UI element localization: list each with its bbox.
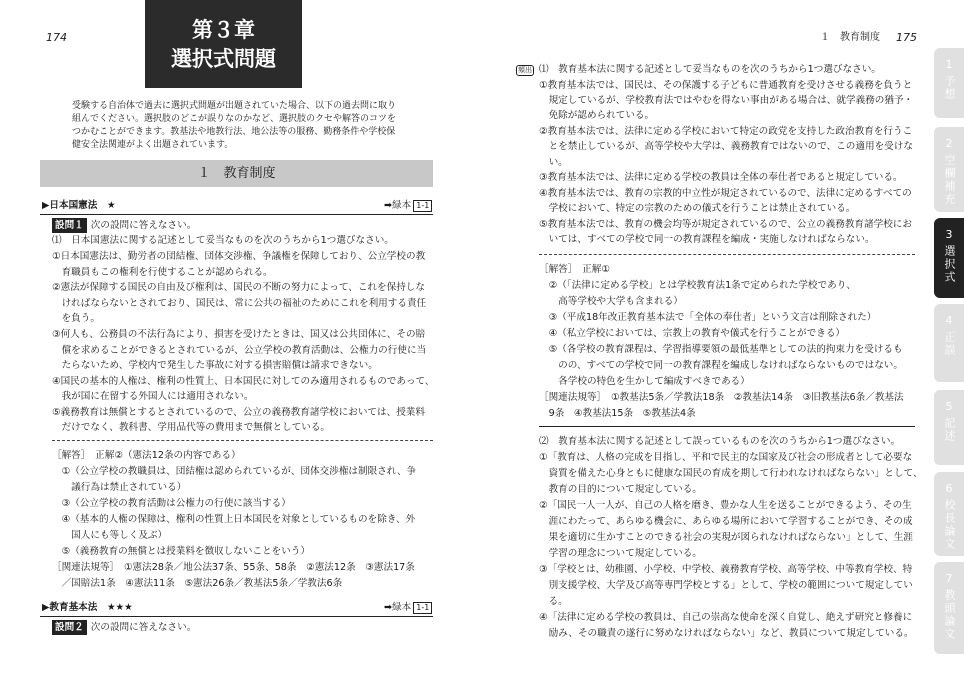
tab-label: 選択式 [943,245,956,284]
question-line: 免除が認められている。 [539,110,655,121]
side-tab-vice-principal-essay[interactable] [934,562,964,654]
page-number-left: 174 [46,31,67,44]
question-line: 教育の目的について規定している。 [539,484,702,495]
side-tab-forecast[interactable] [934,48,964,118]
answer-divider [52,440,433,441]
question-line: ②「国民一人一人が、自己の人格を磨き、豊かな人生を送ることができるよう、その生 [539,500,912,511]
question-line: ③「学校とは、幼稚園、小学校、中学校、義務教育学校、高等学校、中等教育学校、特 [539,564,913,575]
question-line: ③教育基本法では、法律に定める学校の教員は全体の奉仕者であると規定している。 [539,172,903,183]
reference-link[interactable] [384,600,432,615]
question-line: 励み、その職責の遂行に努めなければならない」など、教員について規定している。 [539,628,914,639]
question-line: ⑵ 教育基本法に関する記述として誤っているものを次のうちから1つ選びなさい。 [539,436,901,447]
side-tab-fill-blank[interactable] [934,127,964,212]
question-line: い。 [539,157,568,168]
answer-line: ③（公立学校の教育活動は公権力の行使に該当する） [52,498,291,509]
tab-label: 予想 [943,75,956,101]
answer-line: のの、すべての学校で同一の教育課程を編成しなければならないものではない。 [539,360,903,371]
question-line: 涯にわたって、あらゆる機会に、あらゆる場所において学習することができ、その成 [539,516,913,527]
question-line: だけでなく、教科書、学用品代等の費用まで無償としている。 [52,422,331,433]
tab-number: 6 [945,482,953,495]
answer-line: ④（基本的人権の保障は、権利の性質上日本国民を対象としているものを除き、外 [52,514,416,525]
intro-line: 組んでください。選択肢のどこが誤りなのかなど、選択肢のクセや解答のコツを [72,114,397,124]
question-line: ①教育基本法では、国民は、その保護する子どもに普通教育を受けさせる義務を負うと [539,80,913,91]
section-title-bar: １ 教育制度 [40,160,433,187]
question-instruction: 次の設問に答えなさい。 [90,220,197,231]
question-instruction: 次の設問に答えなさい。 [90,622,197,633]
question-1-header [52,218,196,233]
answer-line: ［解答］ 正解②（憲法12条の内容である） [52,450,241,461]
answer-line: 国人にも等しく及ぶ） [52,530,168,541]
answer-line: ①（公立学校の教職員は、団結権は認められているが、団体交渉権は制限され、争 [52,466,417,477]
question-line: 学習の理念について規定している。 [539,548,702,559]
question-line: ⑤教育基本法では、教育の機会均等が規定されているので、公立の義務教育諸学校にお [539,219,912,230]
question-line: ④「法律に定める学校の教員は、自己の崇高な使命を深く自覚し、絶えず研究と修養に [539,612,913,623]
question-line: 学校において、特定の宗教のための儀式を行うことは禁止されている。 [539,203,856,214]
tab-label: 校長論文 [943,499,956,551]
question-line: ⑴ 教育基本法に関する記述として妥当なものを次のうちから1つ選びなさい。 [539,64,881,75]
question-label: 設問２ [52,620,87,635]
question-line: 規定しているが、学校教育法ではやむを得ない事由がある場合は、就学義務の猶予・ [539,95,914,106]
question-line: いては、すべての学校で同一の教育課程を編成・実施しなければならない。 [539,234,875,245]
question-line: ④教育基本法では、教育の宗教的中立性が規定されているので、法律に定めるすべての [539,188,912,199]
answer-line: ［関連法規等］ ①教基法5条／学教法18条 ②教基法14条 ③旧教基法6条／教基法 [539,392,904,403]
reference-link[interactable] [384,198,432,213]
answer-line: ⑤（各学校の教育課程は、学習指導要領の最低基準としての法的拘束力を受けるも [539,344,903,355]
question-label: 設問１ [52,218,87,233]
question-line: 育職員もこの権利を行使することが認められる。 [52,267,273,278]
chapter-title-block [145,0,302,88]
question-line: たらないため、学校内で発生した事故に対する損害賠償は請求できない。 [52,360,378,371]
hint-icon: 頻出 [518,66,532,74]
running-head: １ 教育制度 [820,32,880,43]
topic-underline [40,616,433,617]
question-line: ければならないとされており、国民は、常に公共の福祉のためにこれを利用する責任 [52,298,427,309]
question-line: ②教育基本法では、法律に定める学校において特定の政党を支持した政治教育を行うこ [539,126,913,137]
side-tab-descriptive[interactable] [934,390,964,465]
intro-line: 受験する自治体で過去に選択式問題が出題されていた場合、以下の過去問に取り [72,101,397,111]
question-2-header [52,620,196,635]
answer-line: 9条 ④教基法15条 ⑤教基法4条 [539,408,696,419]
question-line: ①「教育は、人格の完成を目指し、平和で民主的な国家及び社会の形成者として必要な [539,452,913,463]
answer-line: 議行為は禁止されている） [52,482,187,493]
chapter-title: 選択式問題 [171,47,276,71]
answer-line: ［解答］ 正解① [539,264,610,275]
question-line: 我が国に在留する外国人には適用されない。 [52,391,254,402]
reference-number: 1-1 [413,602,432,614]
page-number-right: 175 [896,31,917,44]
chapter-number: 第３章 [192,18,255,42]
question-line: 資質を備えた心身ともに健康な国民の育成を期して行われなければならない」として、 [539,468,923,479]
tab-number: 3 [945,228,953,241]
tab-label: 正誤 [943,331,956,357]
question-line: ⑤義務教育は無償とするとされているので、公立の義務教育諸学校においては、授業料 [52,407,425,418]
answer-line: ／国賠法1条 ④憲法11条 ⑤憲法26条／教基法5条／学教法6条 [52,578,343,589]
question-line: ②憲法が保障する国民の自由及び権利は、国民の不断の努力によって、これを保持しな [52,282,425,293]
question-line: ④国民の基本的人権は、権利の性質上、日本国民に対してのみ適用されるものであって、 [52,376,435,387]
tab-number: 4 [945,314,953,327]
tab-number: 1 [945,58,953,71]
question-line: ③何人も、公務員の不法行為により、損害を受けたときは、国又は公共団体に、その賠 [52,329,426,340]
side-tab-true-false[interactable] [934,304,964,382]
question-line: 償を求めることができるとされているが、公立学校の教育活動は、公権力の行使に当 [52,345,427,356]
question-line: 果を適切に生かすことのできる社会の実現が図られなければならない」として、生涯 [539,532,913,543]
question-line: ⑴ 日本国憲法に関する記述として妥当なものを次のうちから1つ選びなさい。 [52,235,394,246]
answer-line: ②（「法律に定める学校」とは学校教育法1条で定められた学校であり、 [539,280,856,291]
tab-label: 記述 [943,417,956,443]
tab-number: 2 [945,137,953,150]
topic-heading-constitution: ▶日本国憲法 ★ [42,200,116,211]
tab-number: 5 [945,400,953,413]
answer-line: ［関連法規等］ ①憲法28条／地公法37条、55条、58条 ②憲法12条 ③憲法17条 [52,562,415,573]
answer-line: 各学校の特色を生かして編成すべきである） [539,376,750,387]
topic-heading-education-law: ▶教育基本法 ★★★ [42,602,133,613]
question-line: ①日本国憲法は、勤労者の団結権、団体交渉権、争議権を保障しており、公立学校の教 [52,251,426,262]
answer-line: ③（平成18年改正教育基本法で「全体の奉仕者」という文言は削除された） [539,312,877,323]
side-tab-multiple-choice[interactable] [934,218,964,298]
question-line: 別支援学校、大学及び高等専門学校とする」として、学校の範囲について規定してい [539,580,913,591]
side-tab-principal-essay[interactable] [934,472,964,556]
frequent-badge [516,62,537,77]
question-divider [539,426,915,427]
intro-line: 健安全法関連がよく出題されています。 [72,140,234,150]
answer-line: ⑤（義務教育の無償とは授業料を徴収しないことをいう） [52,546,311,557]
tab-number: 7 [945,572,953,585]
reference-number: 1-1 [413,200,432,212]
answer-divider [539,254,915,255]
question-line: を負う。 [52,313,100,324]
tab-label: 教頭論文 [943,589,956,641]
reference-arrow: ➡緑本 [384,200,412,211]
question-line: とを禁止しているが、高等学校や大学は、義務教育ではないので、この適用を受けな [539,141,913,152]
question-line: る。 [539,596,568,607]
reference-arrow: ➡緑本 [384,602,412,613]
intro-line: つかむことができます。教基法や地教行法、地公法等の服務、勤務条件や学校保 [72,127,396,137]
tab-label: 空欄補充 [943,154,956,206]
answer-line: ④（私立学校においては、宗教上の教育や儀式を行うことができる） [539,328,846,339]
topic-underline [40,214,433,215]
answer-line: 高等学校や大学も含まれる） [539,296,683,307]
